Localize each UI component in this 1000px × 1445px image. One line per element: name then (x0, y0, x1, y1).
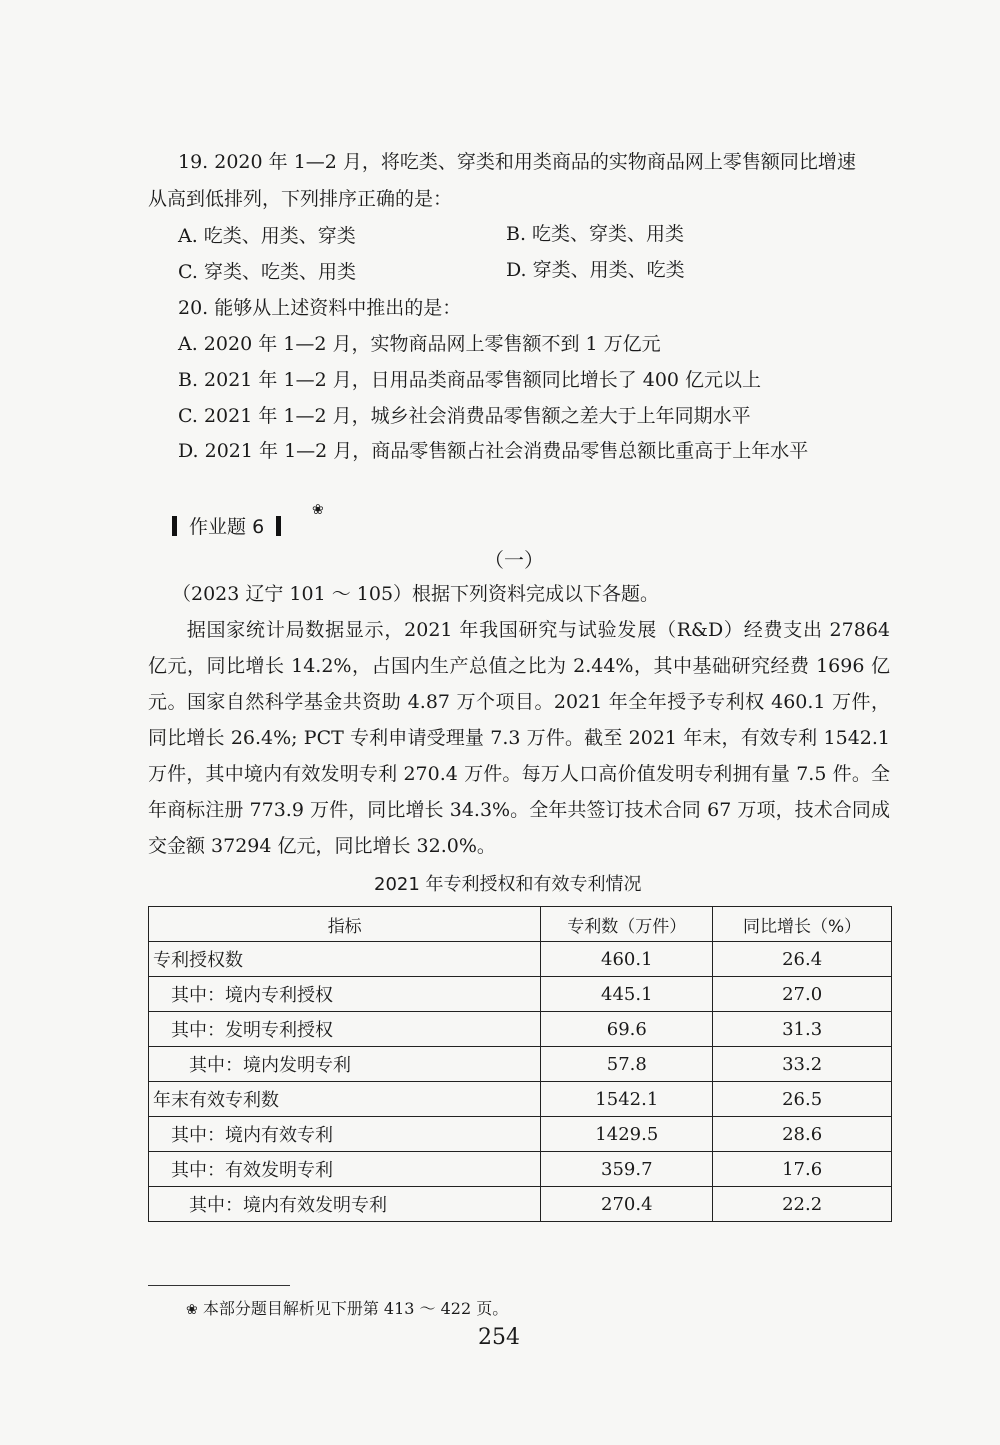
row-label: 其中：境内有效发明专利 (149, 1187, 541, 1222)
row-count: 359.7 (541, 1152, 713, 1187)
footnote-flower-icon: ❀ (186, 1302, 198, 1318)
row-growth: 27.0 (713, 977, 892, 1012)
row-label: 其中：有效发明专利 (149, 1152, 541, 1187)
q20-stem: 20. 能够从上述资料中推出的是： (178, 297, 462, 319)
heading-bar-right (276, 516, 281, 536)
row-label: 其中：境内专利授权 (149, 977, 541, 1012)
part-heading: （一） (484, 548, 544, 572)
section-heading-text: 作业题 6 (189, 516, 265, 538)
table-row (149, 942, 892, 977)
table-row (149, 1117, 892, 1152)
flower-icon: ❀ (312, 502, 324, 518)
row-label: 年末有效专利数 (149, 1082, 541, 1117)
table-header-row (149, 907, 892, 942)
q19-stem-line2: 从高到低排列，下列排序正确的是： (148, 188, 453, 210)
row-label: 其中：境内有效专利 (149, 1117, 541, 1152)
row-count: 270.4 (541, 1187, 713, 1222)
row-count: 57.8 (541, 1047, 713, 1082)
table-row (149, 1187, 892, 1222)
q19-option-c: C. 穿类、吃类、用类 (178, 261, 356, 283)
table-row (149, 1082, 892, 1117)
page-number: 254 (478, 1325, 520, 1350)
table-row (149, 1152, 892, 1187)
table-row (149, 1047, 892, 1082)
table-caption: 2021 年专利授权和有效专利情况 (374, 874, 642, 895)
q20-option-c: C. 2021 年 1—2 月，城乡社会消费品零售额之差大于上年同期水平 (178, 405, 751, 427)
q20-option-d: D. 2021 年 1—2 月，商品零售额占社会消费品零售总额比重高于上年水平 (178, 440, 809, 462)
row-growth: 31.3 (713, 1012, 892, 1047)
table-row (149, 977, 892, 1012)
q20-option-a: A. 2020 年 1—2 月，实物商品网上零售额不到 1 万亿元 (178, 333, 661, 355)
footnote-rule (148, 1285, 290, 1286)
header-indicator: 指标 (149, 907, 541, 942)
material-paragraph-text: 据国家统计局数据显示，2021 年我国研究与试验发展（R&D）经费支出 27864 亿元，同比增长 14.2%，占国内生产总值之比为 2.44%，其中基础研究经费 1696 亿元。国家自然科学基金共资助 4.87 万个项目。2021 年全年授予专利权 460.1 万件，同比增长 26.4%; PCT 专利申请受理量 7.3 万件。截至 2021 年末，有效专利 1542.1 万件，其中境内有效发明专利 270.4 万件。每万人口高价值发明专利拥有量 7.5 件。全年商标注册 773.9 万件，同比增长 34.3%。全年共签订技术合同 67 万项，技术合同成交金额 37294 亿元，同比增长 32.0%。 (148, 619, 890, 857)
source-line: （2023 辽宁 101 ～ 105）根据下列资料完成以下各题。 (172, 583, 660, 605)
footnote (186, 1296, 508, 1319)
row-count: 1429.5 (541, 1117, 713, 1152)
table-row (149, 1012, 892, 1047)
section-heading (172, 512, 281, 539)
q19-option-b: B. 吃类、穿类、用类 (506, 223, 685, 245)
row-count: 445.1 (541, 977, 713, 1012)
row-growth: 17.6 (713, 1152, 892, 1187)
row-growth: 22.2 (713, 1187, 892, 1222)
header-growth: 同比增长（%） (713, 907, 892, 942)
row-growth: 26.5 (713, 1082, 892, 1117)
row-growth: 26.4 (713, 942, 892, 977)
q19-option-a: A. 吃类、用类、穿类 (178, 225, 356, 247)
heading-bar-left (172, 516, 177, 536)
row-growth: 28.6 (713, 1117, 892, 1152)
row-label: 其中：境内发明专利 (149, 1047, 541, 1082)
q19-option-d: D. 穿类、用类、吃类 (506, 259, 685, 281)
footnote-text: 本部分题目解析见下册第 413 ～ 422 页。 (202, 1299, 509, 1318)
row-growth: 33.2 (713, 1047, 892, 1082)
material-paragraph (148, 612, 890, 864)
q19-stem-line1: 19. 2020 年 1—2 月，将吃类、穿类和用类商品的实物商品网上零售额同比增速 (178, 151, 856, 173)
row-label: 专利授权数 (149, 942, 541, 977)
row-count: 460.1 (541, 942, 713, 977)
header-count: 专利数（万件） (541, 907, 713, 942)
patent-table (148, 906, 892, 1222)
row-count: 1542.1 (541, 1082, 713, 1117)
row-label: 其中：发明专利授权 (149, 1012, 541, 1047)
q20-option-b: B. 2021 年 1—2 月，日用品类商品零售额同比增长了 400 亿元以上 (178, 369, 762, 391)
row-count: 69.6 (541, 1012, 713, 1047)
